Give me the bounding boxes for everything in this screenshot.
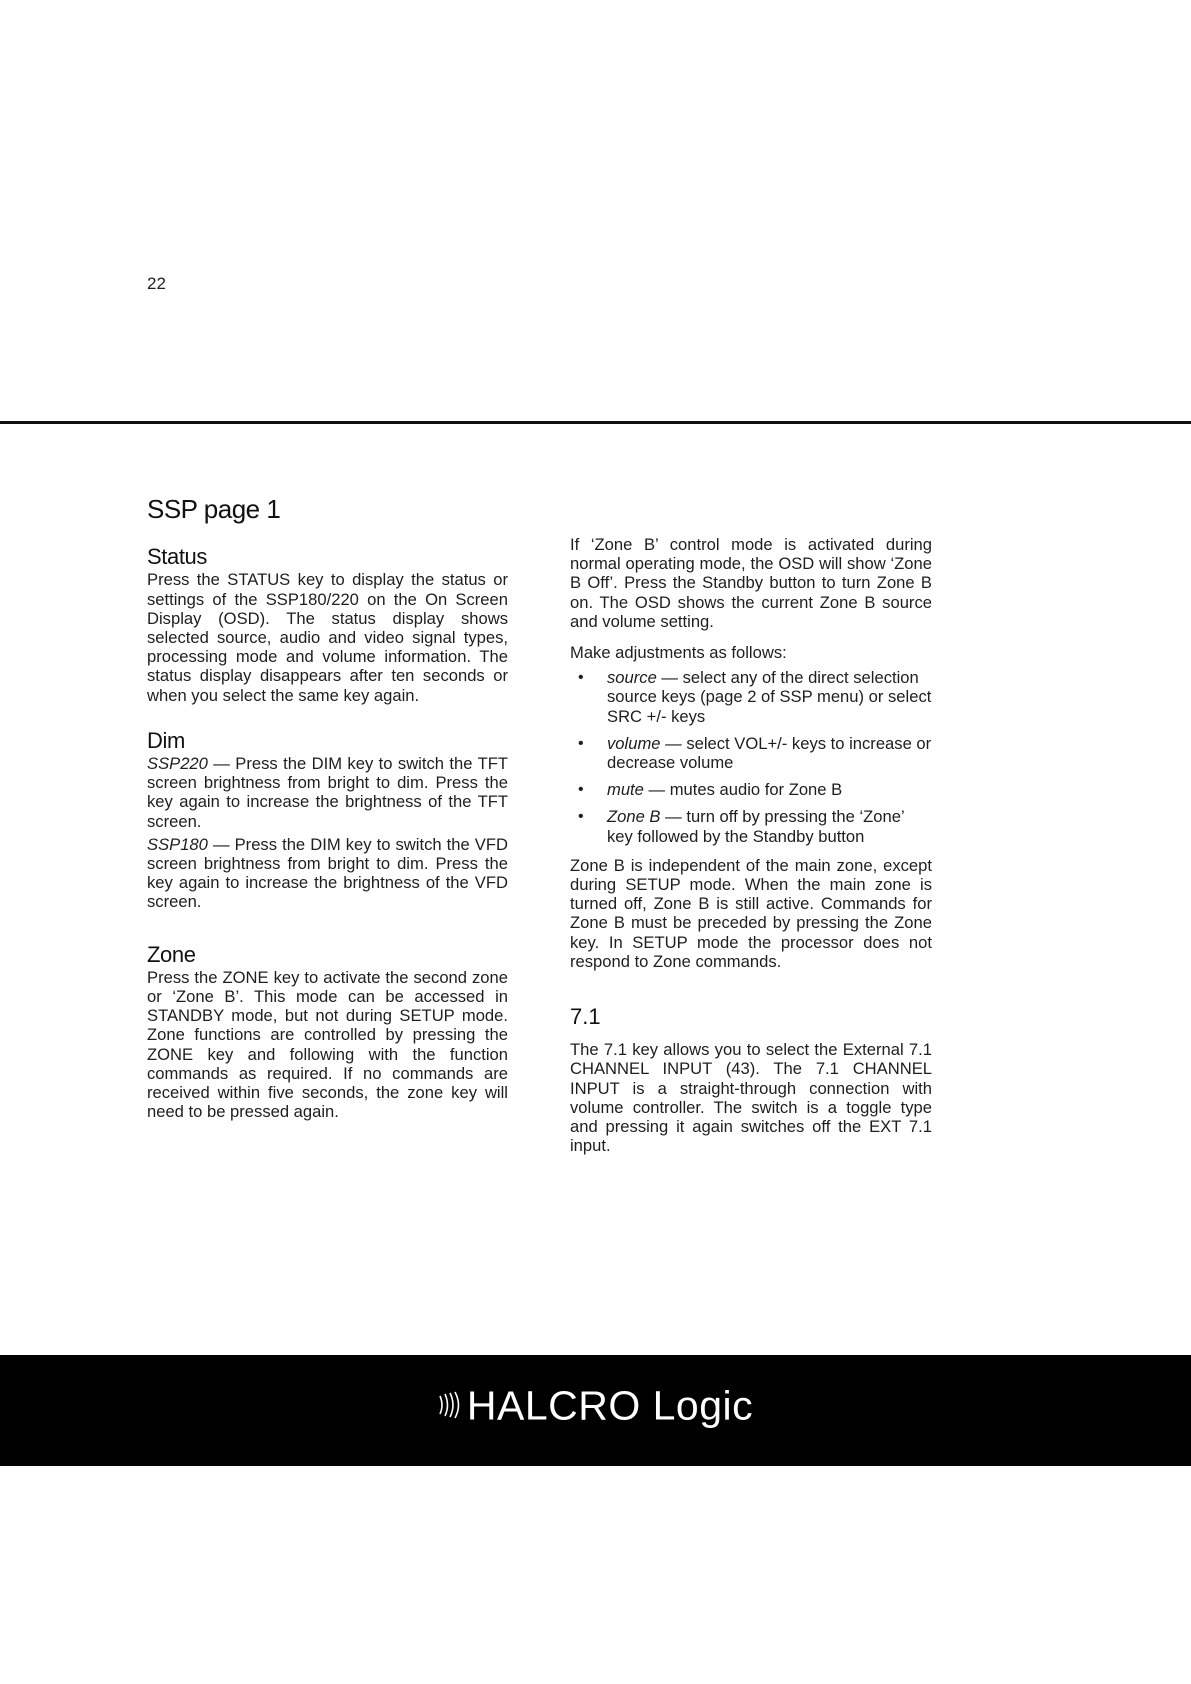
dim-ssp180-text: — Press the DIM key to switch the VFD screen brightness from bright to dim. Press the key again to increase the brightness of the VFD screen.	[147, 834, 508, 912]
bullet-text: — mutes audio for Zone B	[643, 780, 843, 800]
list-item	[570, 734, 932, 772]
bullet-text: — select any of the direct selection source keys (page 2 of SSP menu) or select SRC +/- keys	[607, 668, 932, 726]
list-item	[570, 807, 932, 845]
dim-section	[147, 727, 508, 912]
ch71-body: The 7.1 key allows you to select the External 7.1 CHANNEL INPUT (43). The 7.1 CHANNEL INPUT is a straight-through connection with volume controller. The switch is a toggle type and pressing it again switches off the EXT 7.1 input.	[570, 1040, 932, 1156]
status-section	[147, 544, 508, 705]
dim-ssp220-text: — Press the DIM key to switch the TFT screen brightness from bright to dim. Press the key again to increase the brightness of the TFT screen.	[147, 754, 508, 831]
logo-text: HALCRO Logic	[466, 1382, 754, 1429]
list-item	[570, 780, 932, 799]
right-column	[570, 535, 932, 1155]
footer-band	[0, 1355, 1191, 1466]
left-column	[147, 494, 508, 1122]
bullet-text: — turn off by pressing the ‘Zone’ key followed by the Standby button	[607, 807, 905, 846]
ch71-heading: 7.1	[570, 1004, 601, 1030]
adjustments-lead: Make adjustments as follows:	[570, 643, 787, 663]
adjustments-list	[570, 668, 932, 846]
bullet-term: mute	[607, 780, 644, 800]
dim-ssp180-model: SSP180	[147, 834, 208, 854]
zone-heading: Zone	[147, 941, 196, 967]
bullet-term: source	[607, 668, 657, 688]
top-rule	[0, 421, 1191, 424]
zone-body: Press the ZONE key to activate the second zone or ‘Zone B’. This mode can be accessed in STANDBY mode, but not during SETUP mode. Zone functions are controlled by pressing the ZONE key and following with the function commands as required. If no commands are received within five seconds, the zone key will need to be pressed again.	[147, 967, 508, 1122]
dim-ssp180-paragraph	[147, 835, 508, 912]
page-number: 22	[147, 274, 166, 293]
bullet-text: — select VOL+/- keys to increase or decrease volume	[607, 733, 932, 773]
dim-heading: Dim	[147, 727, 185, 753]
status-heading: Status	[147, 544, 207, 570]
status-body: Press the STATUS key to display the status or settings of the SSP180/220 on the On Screen Display (OSD). The status display shows selected source, audio and video signal types, processing mode and volume information. The status display disappears after ten seconds or when you select the same key again.	[147, 570, 508, 705]
zoneb-intro: If ‘Zone B’ control mode is activated during normal operating mode, the OSD will show ‘Zone B Off’. Press the Standby button to turn Zone B on. The OSD shows the current Zone B source and volume setting.	[570, 535, 932, 631]
bullet-term: Zone B	[607, 807, 661, 827]
list-item	[570, 668, 932, 726]
halcro-wave-icon	[438, 1383, 464, 1430]
page-title: SSP page 1	[147, 494, 281, 524]
zoneb-independence-note: Zone B is independent of the main zone, except during SETUP mode. When the main zone is turned off, Zone B is still active. Commands for Zone B must be preceded by pressing the Zone key. In SETUP mode the processor does not respond to Zone commands.	[570, 855, 932, 971]
halcro-logo	[0, 1380, 1191, 1430]
bullet-term: volume	[607, 733, 661, 753]
dim-ssp220-model: SSP220	[147, 754, 208, 774]
dim-ssp220-paragraph	[147, 754, 508, 831]
zone-section	[147, 941, 508, 1122]
